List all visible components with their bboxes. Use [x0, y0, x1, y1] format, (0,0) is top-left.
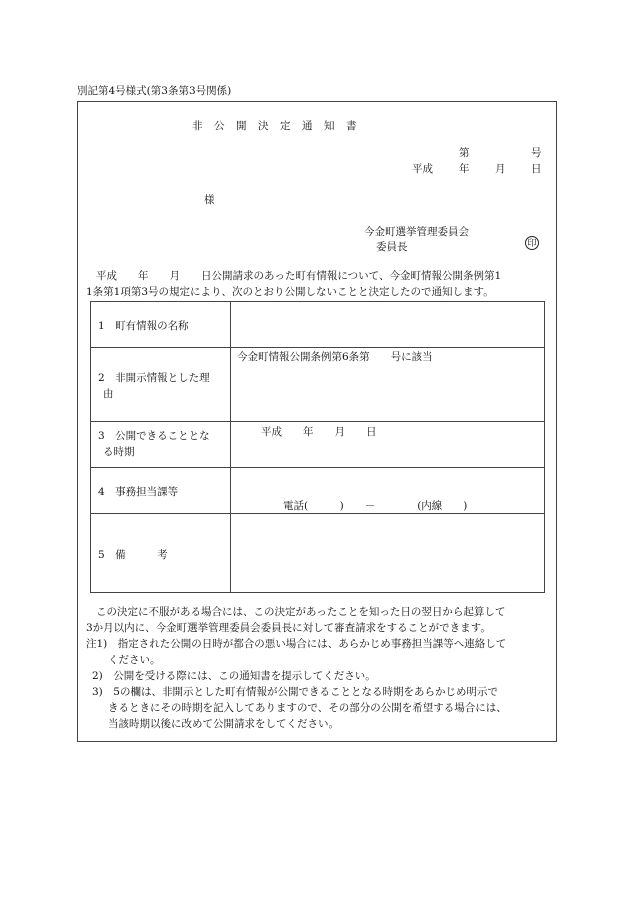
note-1-line-1: 注1) 指定された公開の日時が都合の悪い場合には、あらかじめ事務担当課等へ連絡して	[86, 638, 507, 650]
form-caption: 別記第4号様式(第3条第3号関係)	[77, 85, 232, 97]
intro-line-1: 平成 年 月 日公開請求のあった町有情報について、今金町情報公開条例第1	[96, 270, 502, 282]
row3-label-1: 3 公開できることとな	[98, 430, 210, 442]
note-3-line-2: きるときにその時期を記入してありますので、その部分の公開を希望する場合には、	[108, 702, 507, 714]
appeal-line-2: 3か月以内に、今金町選挙管理委員会委員長に対して審査請求をすることができます。	[86, 622, 491, 634]
table-row	[91, 468, 545, 514]
table-row	[91, 302, 545, 348]
row4-label: 4 事務担当課等	[98, 486, 179, 498]
document-title: 非 公 開 決 定 通 知 書	[192, 120, 357, 132]
appeal-paragraph	[86, 604, 505, 636]
details-table	[90, 301, 545, 593]
intro-line-2: 1条第1項第3号の規定により、次のとおり公開しないことと決定したので通知します。	[86, 286, 494, 298]
table-row	[91, 514, 545, 593]
name-label-cell	[91, 302, 231, 348]
number-go: 号	[531, 147, 542, 159]
note-1-line-2: ください。	[108, 654, 161, 666]
recipient-suffix: 様	[204, 194, 215, 206]
table-row	[91, 422, 545, 468]
intro-paragraph	[86, 268, 501, 300]
timing-value-cell	[231, 422, 545, 468]
row4-value: 電話( ) － (内線 )	[283, 500, 468, 512]
note-3-line-1: 3) 5の欄は、非開示とした町有情報が公開できることとなる時期をあらかじめ明示で	[92, 686, 498, 698]
row2-label-2: 由	[103, 388, 114, 400]
row5-label: 5 備 考	[98, 549, 168, 561]
seal-mark: 印	[525, 236, 539, 250]
table-row	[91, 348, 545, 422]
row3-label-2: る時期	[103, 446, 135, 458]
date-day: 日	[531, 163, 542, 175]
date-era: 平成	[412, 163, 433, 175]
issuer-title: 委員長	[376, 241, 408, 253]
appeal-line-1: この決定に不服がある場合には、この決定があったことを知った日の翌日から起算して	[96, 606, 506, 618]
row2-value: 今金町情報公開条例第6条第 号に該当	[237, 351, 433, 363]
issuer-org: 今金町選挙管理委員会	[364, 226, 469, 238]
row1-label: 1 町有情報の名称	[98, 320, 189, 332]
name-value-cell	[231, 302, 545, 348]
remarks-value-cell	[231, 514, 545, 593]
note-2: 2) 公開を受ける際には、この通知書を提示してください。	[92, 670, 376, 682]
reason-value-cell	[231, 348, 545, 422]
timing-label-cell	[91, 422, 231, 468]
remarks-label-cell	[91, 514, 231, 593]
reason-label-cell	[91, 348, 231, 422]
date-year: 年	[459, 163, 470, 175]
notes-block	[86, 636, 507, 732]
row2-label-1: 2 非開示情報とした理	[98, 372, 210, 384]
office-label-cell	[91, 468, 231, 514]
date-month: 月	[495, 163, 506, 175]
note-3-line-3: 当該時期以後に改めて公開請求をしてください。	[108, 718, 339, 730]
number-dai: 第	[459, 147, 470, 159]
row3-value: 平成 年 月 日	[261, 426, 377, 438]
office-value-cell	[231, 468, 545, 514]
